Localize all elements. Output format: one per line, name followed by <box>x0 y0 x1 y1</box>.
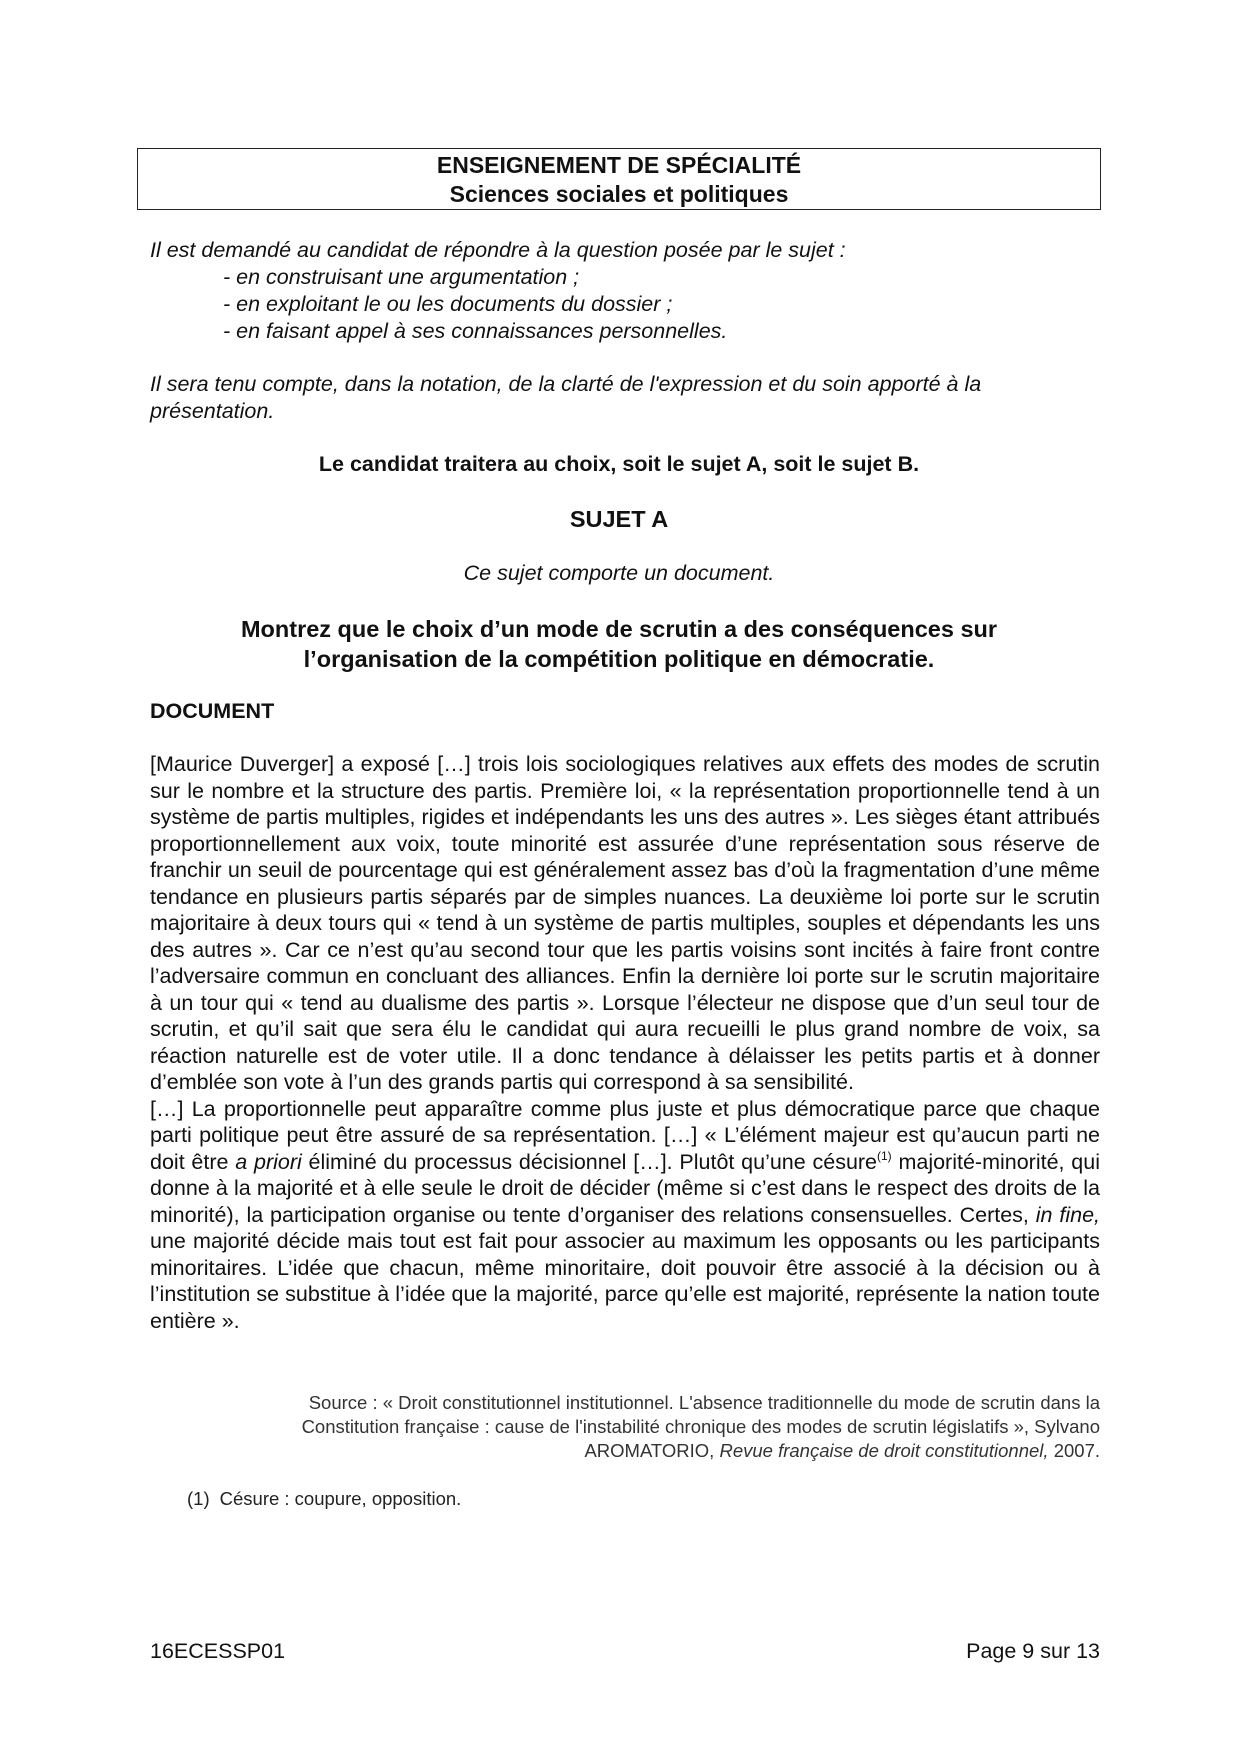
source-year: 2007. <box>1048 1440 1100 1461</box>
instructions <box>150 237 1090 345</box>
header-box <box>137 148 1101 210</box>
source-journal: Revue française de droit constitutionnel, <box>719 1440 1049 1461</box>
question <box>137 614 1101 674</box>
paragraph-text: éliminé du processus décisionnel […]. Plutôt qu’une césure <box>301 1149 878 1174</box>
paragraph-text: majorité-minorité, qui donne à la majorité et à elle seule le droit de décider (même si c’est dans le respect des droits de la minorité), la participation organise ou tente d’organiser des relations consensuelles. Certes, <box>150 1149 1100 1227</box>
source-citation <box>180 1391 1100 1463</box>
emphasis-text: a priori <box>235 1149 302 1174</box>
source-line <box>180 1439 1100 1463</box>
source-line: Source : « Droit constitutionnel institutionnel. L'absence traditionnelle du mode de scrutin dans la <box>308 1392 1100 1413</box>
source-line: Constitution française : cause de l'instabilité chronique des modes de scrutin législatifs », Sylvano <box>301 1416 1100 1437</box>
sujet-title: SUJET A <box>569 506 669 532</box>
document-body <box>150 751 1100 1334</box>
question-line: l’organisation de la compétition politique en démocratie. <box>303 646 935 672</box>
exam-code: 16ECESSP01 <box>150 1639 286 1663</box>
header-specialty: ENSEIGNEMENT DE SPÉCIALITÉ <box>436 152 802 178</box>
footnote-text: Césure : coupure, opposition. <box>219 1488 462 1509</box>
footnote-ref: (1) <box>877 1148 892 1163</box>
instructions-intro: Il est demandé au candidat de répondre à la question posée par le sujet : <box>150 238 846 262</box>
page-number: Page 9 sur 13 <box>966 1639 1100 1663</box>
paragraph-text: une majorité décide mais tout est fait pour associer au maximum les opposants ou les participants minoritaires. L’idée que chacun, même minoritaire, doit pouvoir être associé à la décision ou à l’institution se substitue à l’idée que la majorité, parce qu’elle est majorité, représente la nation toute entière ». <box>150 1229 1100 1333</box>
choice-instruction: Le candidat traitera au choix, soit le sujet A, soit le sujet B. <box>318 452 920 476</box>
document-paragraph: [Maurice Duverger] a exposé […] trois lois sociologiques relatives aux effets des modes de scrutin sur le nombre et la structure des partis. Première loi, « la représentation proportionnelle tend à un système de partis multiples, rigides et indépendants les uns des autres ». Les sièges étant attribués proportionnellement aux voix, toute minorité est assurée d’une représentation sous réserve de franchir un seuil de pourcentage qui est généralement assez bas d’où la fragmentation d’une même tendance en plusieurs partis séparés par de simples nuances. La deuxième loi porte sur le scrutin majoritaire à deux tours qui « tend à un système de partis multiples, souples et dépendants les uns des autres ». Car ce n’est qu’au second tour que les partis voisins sont incités à faire front contre l’adversaire commun en concluant des alliances. Enfin la dernière loi porte sur le scrutin majoritaire à un tour qui « tend au dualisme des partis ». Lorsque l’électeur ne dispose que d’un seul tour de scrutin, et qu’il sait que sera élu le candidat qui aura recueilli le plus grand nombre de voix, sa réaction naturelle est de voter utile. Il a donc tendance à délaisser les petits partis et à donner d’emblée son vote à l’un des grands partis qui correspond à sa sensibilité. <box>150 752 1100 1094</box>
header-subject: Sciences sociales et politiques <box>449 181 789 207</box>
document-paragraph <box>150 1096 1100 1335</box>
footnote-number: (1) <box>187 1488 210 1509</box>
emphasis-text: in fine, <box>1035 1202 1100 1227</box>
document-heading: DOCUMENT <box>150 699 275 723</box>
notation-note: Il sera tenu compte, dans la notation, de la clarté de l'expression et du soin apporté à la présentation. <box>150 372 982 423</box>
sujet-note: Ce sujet comporte un document. <box>463 561 775 585</box>
paragraph-text: […] La proportionnelle peut apparaître comme plus juste et plus démocratique parce que chaque parti politique peut être assuré de sa représentation. […] « L’élément majeur est qu’aucun parti ne doit être <box>150 1096 1100 1174</box>
footnote <box>187 1487 461 1511</box>
instruction-bullet: - en exploitant le ou les documents du dossier ; <box>223 292 673 316</box>
instruction-bullet: - en construisant une argumentation ; <box>223 265 580 289</box>
instruction-bullet: - en faisant appel à ses connaissances personnelles. <box>223 319 728 343</box>
question-line: Montrez que le choix d’un mode de scrutin a des conséquences sur <box>240 616 998 642</box>
source-author: AROMATORIO, <box>584 1440 720 1461</box>
